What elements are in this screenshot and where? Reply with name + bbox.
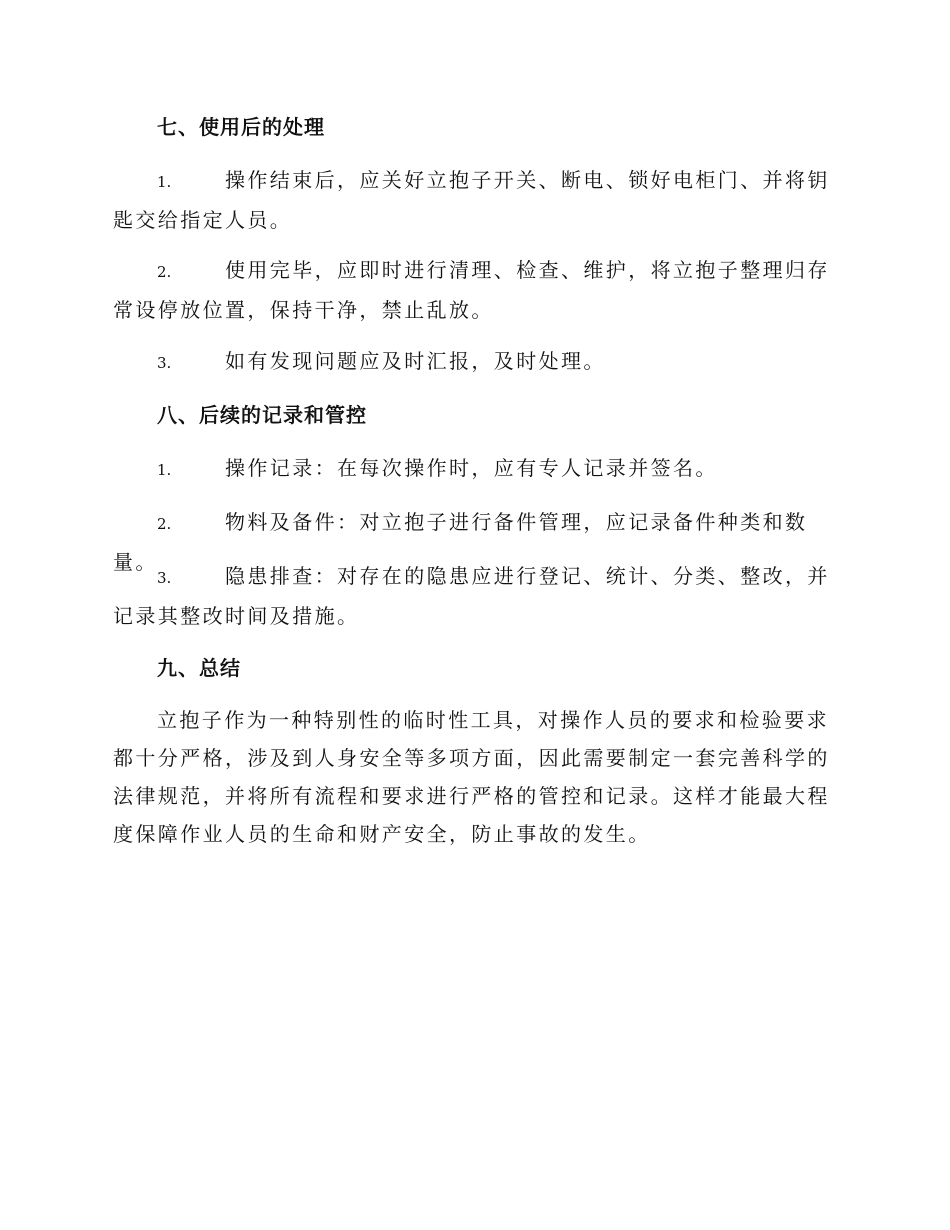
list-item-text: 操作记录：在每次操作时，应有专人记录并签名。 xyxy=(225,456,718,480)
list-item xyxy=(113,251,833,329)
list-item-text: 使用完毕，应即时进行清理、检查、维护，将立抱子整理归存常设停放位置，保持干净，禁止乱放。 xyxy=(113,258,830,322)
list-item-number: 2. xyxy=(157,263,172,281)
summary-paragraph: 立抱子作为一种特别性的临时性工具，对操作人员的要求和检验要求都十分严格，涉及到人身安全等多项方面，因此需要制定一套完善科学的法律规范，并将所有流程和要求进行严格的管控和记录。这样才能最大程度保障作业人员的生命和财产安全，防止事故的发生。 xyxy=(113,708,830,846)
list-item xyxy=(113,449,833,489)
list-item-text: 操作结束后，应关好立抱子开关、断电、锁好电柜门、并将钥匙交给指定人员。 xyxy=(113,168,830,232)
list-item-number: 1. xyxy=(157,461,172,479)
list-item-number: 3. xyxy=(157,354,172,372)
section-heading-7: 七、使用后的处理 xyxy=(157,115,325,139)
list-item-number: 3. xyxy=(157,569,172,587)
list-item xyxy=(113,342,833,382)
section-heading-8: 八、后续的记录和管控 xyxy=(157,403,367,427)
list-item xyxy=(113,557,833,635)
list-item-text: 物料及备件：对立抱子进行备件管理，应记录备件种类和数量。 xyxy=(113,510,808,574)
list-item-text: 隐患排查：对存在的隐患应进行登记、统计、分类、整改，并记录其整改时间及措施。 xyxy=(113,564,830,628)
list-item xyxy=(113,161,833,239)
list-item-text: 如有发现问题应及时汇报，及时处理。 xyxy=(225,349,606,373)
list-item-number: 2. xyxy=(157,515,172,533)
section-heading-9: 九、总结 xyxy=(157,656,241,680)
list-item-number: 1. xyxy=(157,173,172,191)
